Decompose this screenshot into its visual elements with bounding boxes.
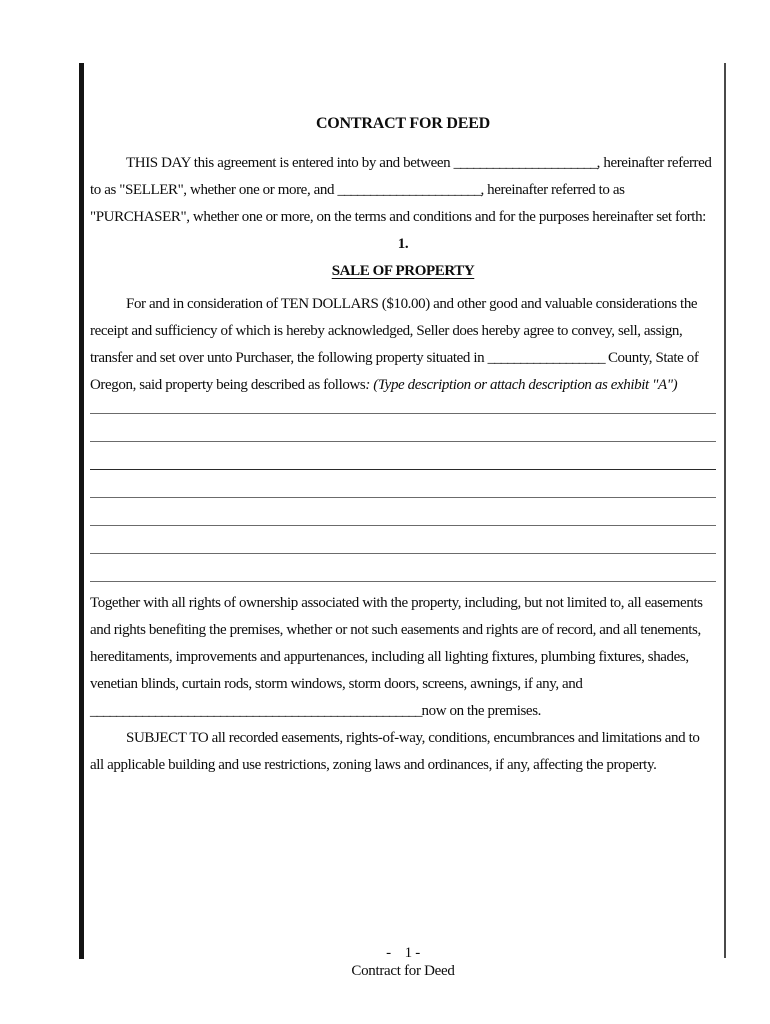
- items-blank: ___________________________________________________: [90, 703, 422, 719]
- footer-doc-name: Contract for Deed: [351, 963, 455, 979]
- document-body: [90, 110, 716, 779]
- page-number: - 1 -: [386, 945, 420, 961]
- intro-text-3: , hereinafter referred to as "PURCHASER", whether one or more, on the terms and conditions and for the purposes hereinafter set forth:: [90, 182, 706, 225]
- right-margin-rule: [724, 63, 726, 958]
- intro-text-1: THIS DAY this agreement is entered into by and between: [126, 155, 454, 171]
- document-title: CONTRACT FOR DEED: [315, 115, 491, 132]
- description-blank-line: [90, 498, 716, 526]
- together-text-1: Together with all rights of ownership associated with the property, including, but not limited to, all easements and rights benefiting the premises, whether or not such easements and rights are of record, and all tenements, hereditaments, improvements and appurtenances, including all lighting fixtures, plumbing fixtures, shades, venetian blinds, curtain rods, storm windows, storm doors, screens, awnings, if any, and: [90, 595, 703, 692]
- section-number: 1.: [397, 236, 409, 252]
- intro-text-2: , hereinafter referred to as "SELLER", whether one or more, and: [90, 155, 712, 198]
- sale-note-italic: : (Type description or attach description as exhibit "A"): [365, 377, 678, 393]
- left-margin-rule: [79, 63, 84, 959]
- purchaser-name-blank: ______________________: [337, 182, 481, 198]
- sale-text-2: County, State of Oregon, said property being described as follows: [90, 350, 699, 393]
- section-heading: SALE OF PROPERTY: [331, 263, 475, 279]
- description-blank-line: [90, 442, 716, 470]
- section-heading-row: [90, 258, 716, 285]
- county-blank: __________________: [487, 350, 605, 366]
- page-footer: [90, 944, 716, 980]
- sale-of-property-paragraph: [90, 291, 716, 399]
- together-text-2: now on the premises.: [421, 703, 541, 719]
- property-description-lines: [90, 399, 716, 582]
- description-blank-line: [90, 554, 716, 582]
- description-blank-line: [90, 470, 716, 498]
- together-paragraph: [90, 590, 716, 725]
- sale-text-1: For and in consideration of TEN DOLLARS ($10.00) and other good and valuable considerations the receipt and sufficiency of which is hereby acknowledged, Seller does hereby agree to convey, sell, assign, transfer and set over unto Purchaser, the following property situated in: [90, 296, 698, 366]
- description-blank-line: [90, 526, 716, 554]
- description-blank-line: [90, 399, 716, 414]
- seller-name-blank: ______________________: [453, 155, 597, 171]
- intro-paragraph: [90, 150, 716, 231]
- subject-paragraph: SUBJECT TO all recorded easements, rights-of-way, conditions, encumbrances and limitations and to all applicable building and use restrictions, zoning laws and ordinances, if any, affecting the property.: [90, 730, 700, 773]
- description-blank-line: [90, 414, 716, 442]
